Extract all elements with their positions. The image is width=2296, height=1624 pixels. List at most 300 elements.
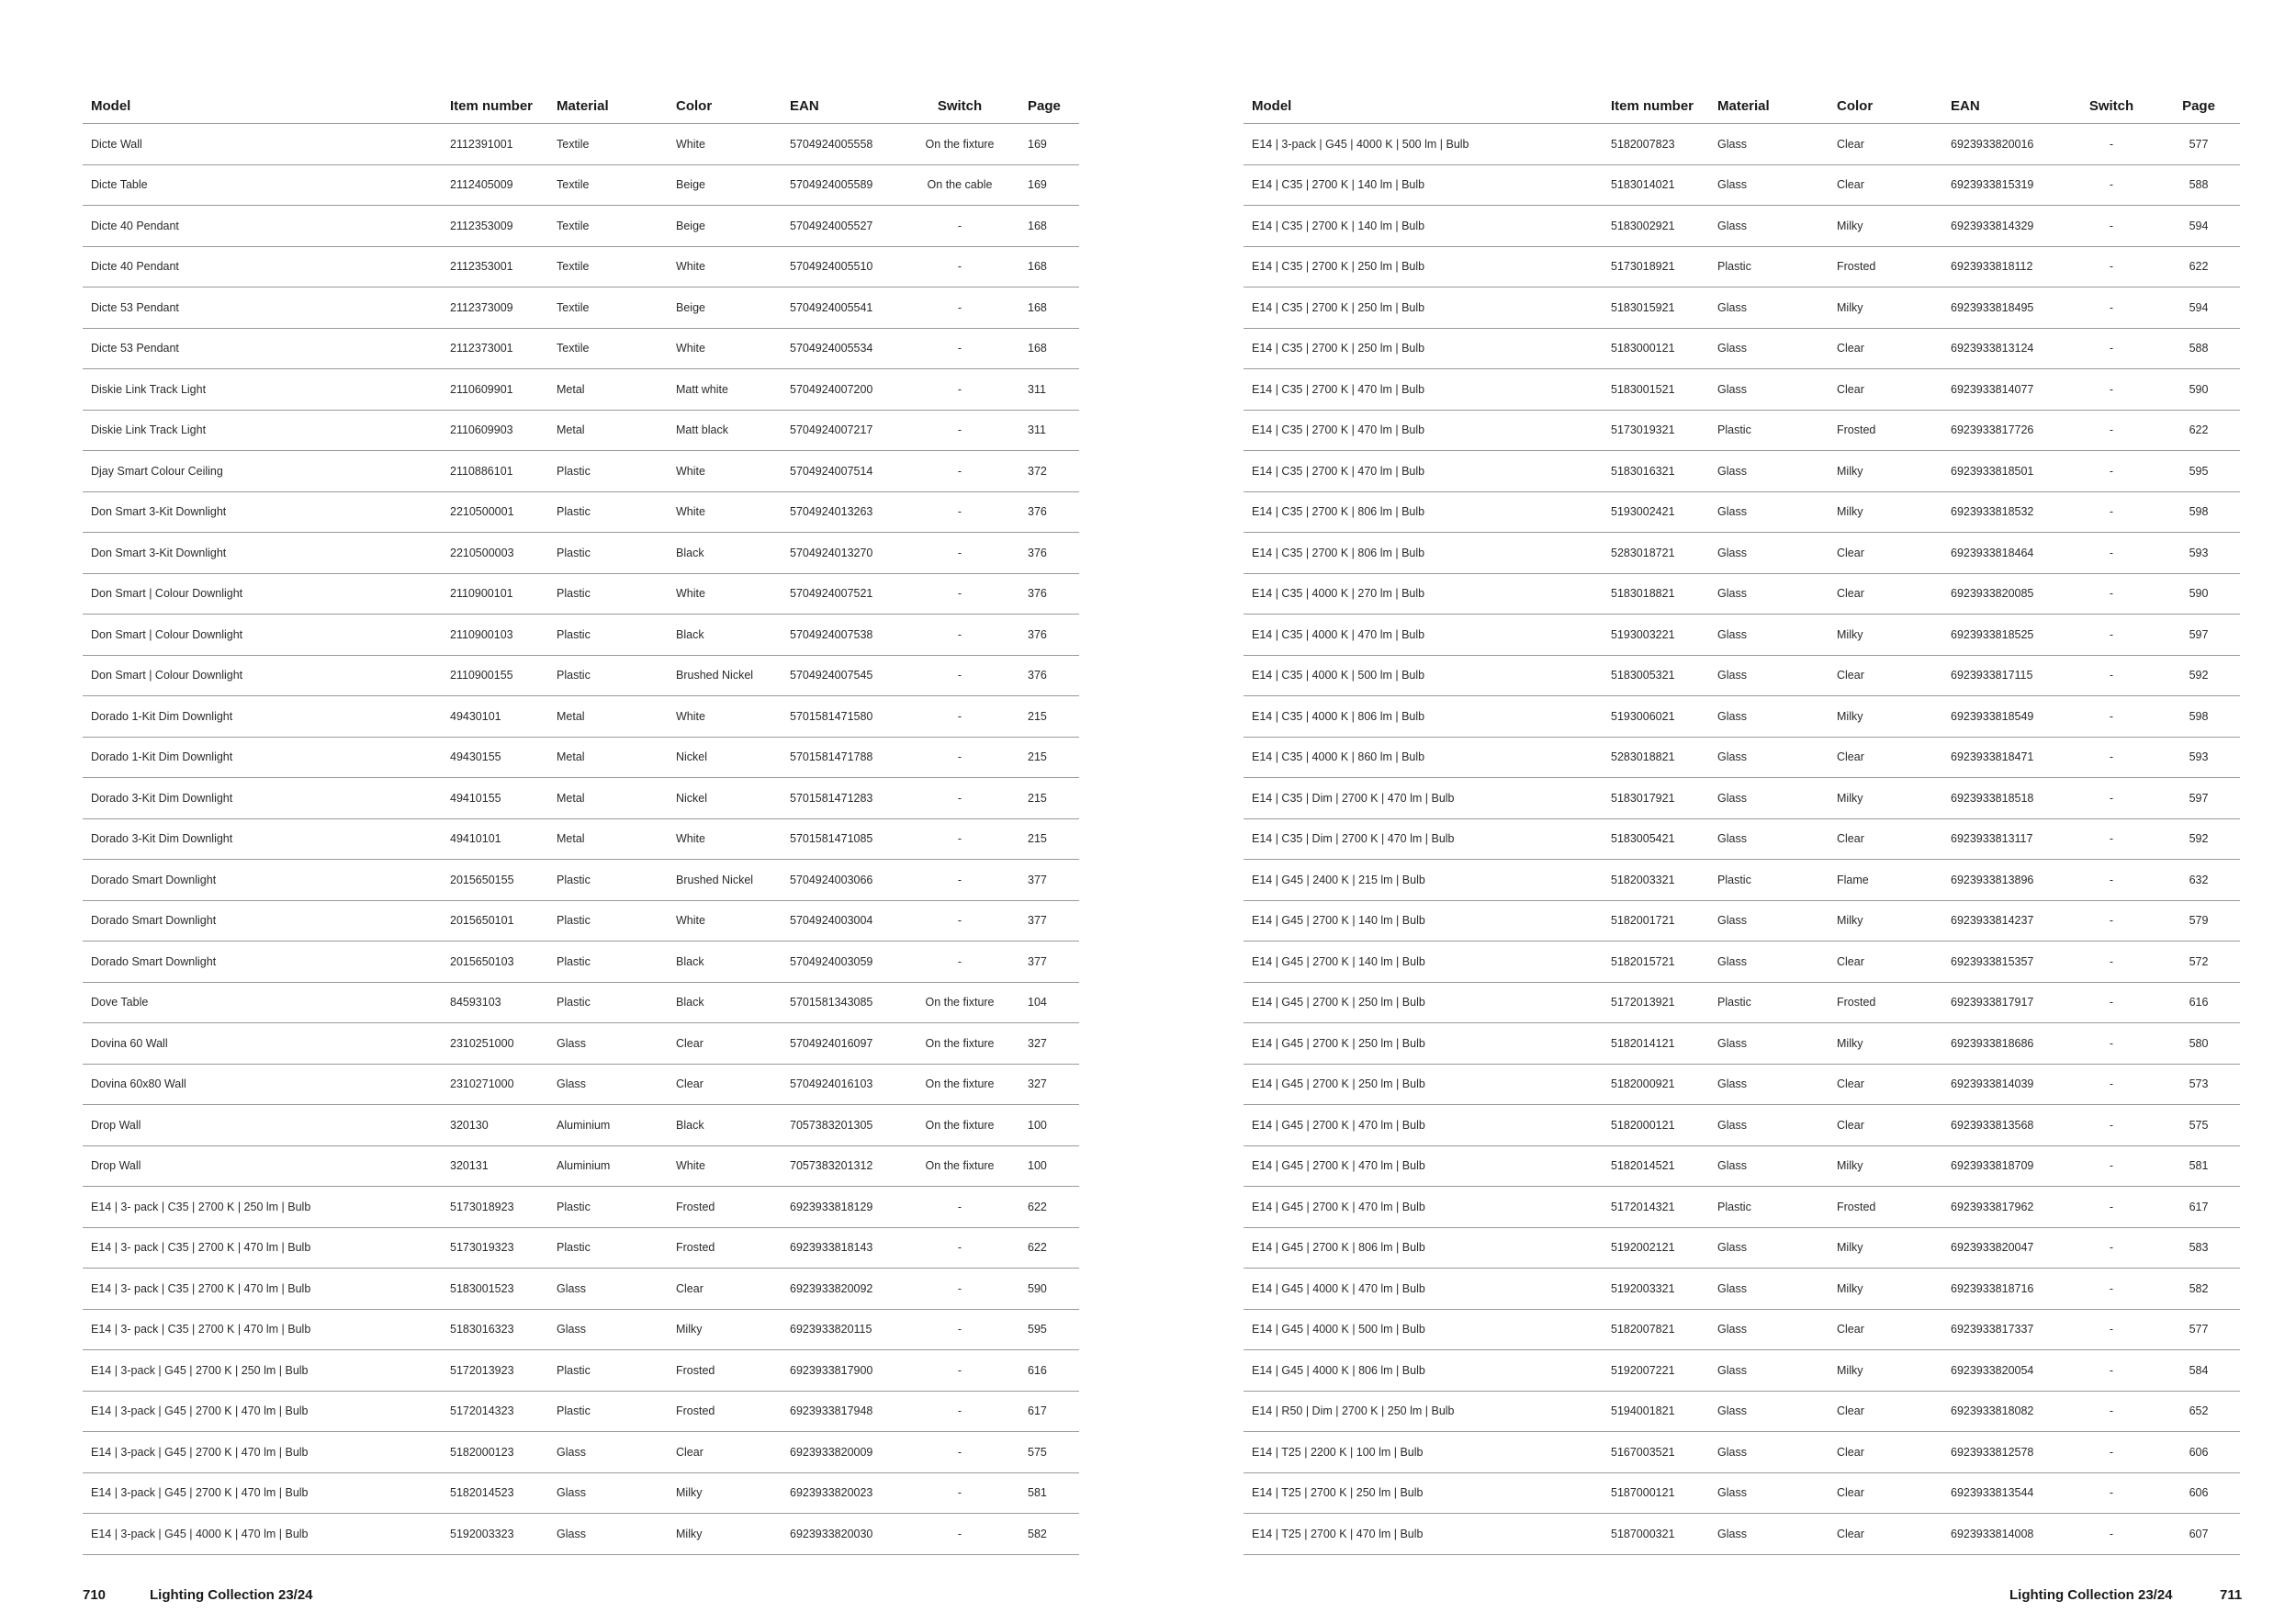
cell-switch: On the fixture — [905, 124, 1015, 165]
cell-page: 327 — [1015, 1023, 1079, 1065]
cell-ean: 6923933818518 — [1942, 778, 2065, 819]
cell-color: Clear — [1829, 533, 1942, 574]
cell-page: 617 — [1015, 1391, 1079, 1432]
cell-ean: 5704924016103 — [782, 1064, 905, 1105]
cell-switch: - — [2065, 1023, 2157, 1065]
cell-ean: 6923933820047 — [1942, 1227, 2065, 1269]
table-row — [1244, 655, 2240, 696]
cell-material: Textile — [548, 246, 668, 288]
cell-ean: 5704924005510 — [782, 246, 905, 288]
cell-model: E14 | 3-pack | G45 | 2700 K | 250 lm | Bulb — [83, 1350, 442, 1392]
cell-material: Plastic — [548, 942, 668, 983]
cell-color: Clear — [668, 1064, 782, 1105]
cell-material: Glass — [1709, 288, 1829, 329]
cell-page: 583 — [2157, 1227, 2240, 1269]
cell-item-number: 5283018821 — [1603, 737, 1709, 778]
cell-switch: - — [2065, 124, 2157, 165]
cell-page: 581 — [2157, 1145, 2240, 1187]
cell-page: 376 — [1015, 573, 1079, 615]
cell-ean: 6923933818129 — [782, 1187, 905, 1228]
table-row — [1244, 1023, 2240, 1065]
cell-switch: - — [905, 1187, 1015, 1228]
cell-item-number: 49430101 — [442, 696, 548, 738]
cell-color: Frosted — [1829, 410, 1942, 451]
cell-page: 617 — [2157, 1187, 2240, 1228]
cell-switch: - — [905, 491, 1015, 533]
cell-item-number: 5183002921 — [1603, 206, 1709, 247]
cell-material: Plastic — [548, 900, 668, 942]
cell-switch: - — [2065, 573, 2157, 615]
table-row — [83, 164, 1079, 206]
table-row — [1244, 778, 2240, 819]
cell-ean: 6923933818716 — [1942, 1269, 2065, 1310]
cell-material: Plastic — [548, 491, 668, 533]
cell-switch: On the fixture — [905, 1145, 1015, 1187]
table-row — [83, 1187, 1079, 1228]
cell-material: Glass — [1709, 1472, 1829, 1514]
cell-material: Glass — [1709, 1105, 1829, 1146]
cell-switch: - — [905, 860, 1015, 901]
cell-page: 607 — [2157, 1514, 2240, 1555]
cell-material: Glass — [1709, 818, 1829, 860]
cell-switch: - — [2065, 451, 2157, 492]
cell-switch: - — [2065, 778, 2157, 819]
cell-switch: - — [2065, 1309, 2157, 1350]
cell-model: Drop Wall — [83, 1105, 442, 1146]
cell-switch: - — [905, 737, 1015, 778]
cell-material: Glass — [548, 1514, 668, 1555]
table-row — [83, 410, 1079, 451]
cell-switch: - — [2065, 288, 2157, 329]
cell-model: Dorado Smart Downlight — [83, 942, 442, 983]
cell-page: 168 — [1015, 246, 1079, 288]
cell-material: Plastic — [1709, 246, 1829, 288]
cell-material: Glass — [1709, 737, 1829, 778]
cell-material: Glass — [548, 1472, 668, 1514]
column-header-color: Color — [1829, 88, 1942, 124]
cell-material: Glass — [1709, 1350, 1829, 1392]
cell-model: E14 | C35 | 2700 K | 140 lm | Bulb — [1244, 164, 1603, 206]
cell-item-number: 5172013921 — [1603, 982, 1709, 1023]
cell-ean: 5701581471788 — [782, 737, 905, 778]
cell-switch: - — [2065, 246, 2157, 288]
cell-model: E14 | G45 | 2700 K | 140 lm | Bulb — [1244, 942, 1603, 983]
table-row — [1244, 1064, 2240, 1105]
table-row — [1244, 818, 2240, 860]
cell-color: White — [668, 573, 782, 615]
cell-item-number: 5167003521 — [1603, 1432, 1709, 1473]
cell-model: E14 | C35 | 2700 K | 470 lm | Bulb — [1244, 410, 1603, 451]
cell-page: 572 — [2157, 942, 2240, 983]
column-header-page: Page — [1015, 88, 1079, 124]
cell-color: Frosted — [1829, 982, 1942, 1023]
cell-switch: - — [2065, 942, 2157, 983]
cell-color: White — [668, 328, 782, 369]
column-header-ean: EAN — [782, 88, 905, 124]
cell-material: Plastic — [548, 655, 668, 696]
cell-item-number: 2015650101 — [442, 900, 548, 942]
cell-ean: 6923933814039 — [1942, 1064, 2065, 1105]
cell-page: 577 — [2157, 1309, 2240, 1350]
cell-color: Milky — [668, 1309, 782, 1350]
cell-switch: - — [2065, 655, 2157, 696]
table-row — [1244, 491, 2240, 533]
cell-ean: 6923933820023 — [782, 1472, 905, 1514]
cell-material: Textile — [548, 164, 668, 206]
cell-color: White — [668, 696, 782, 738]
cell-material: Glass — [1709, 696, 1829, 738]
cell-page: 597 — [2157, 778, 2240, 819]
table-row — [1244, 573, 2240, 615]
cell-model: E14 | G45 | 2700 K | 470 lm | Bulb — [1244, 1145, 1603, 1187]
cell-page: 577 — [2157, 124, 2240, 165]
cell-model: E14 | C35 | 2700 K | 250 lm | Bulb — [1244, 328, 1603, 369]
cell-ean: 6923933817962 — [1942, 1187, 2065, 1228]
cell-material: Glass — [1709, 615, 1829, 656]
cell-page: 311 — [1015, 369, 1079, 411]
cell-color: Milky — [668, 1472, 782, 1514]
cell-switch: - — [2065, 900, 2157, 942]
page-number: 711 — [2220, 1587, 2243, 1603]
cell-ean: 7057383201305 — [782, 1105, 905, 1146]
cell-switch: - — [2065, 615, 2157, 656]
cell-item-number: 5193006021 — [1603, 696, 1709, 738]
table-row — [83, 1350, 1079, 1392]
cell-color: Frosted — [668, 1227, 782, 1269]
cell-ean: 6923933813568 — [1942, 1105, 2065, 1146]
cell-item-number: 2112391001 — [442, 124, 548, 165]
cell-switch: - — [2065, 328, 2157, 369]
table-row — [1244, 1472, 2240, 1514]
cell-color: Clear — [668, 1023, 782, 1065]
table-row — [83, 818, 1079, 860]
cell-material: Plastic — [548, 860, 668, 901]
cell-ean: 6923933813124 — [1942, 328, 2065, 369]
cell-material: Glass — [1709, 1514, 1829, 1555]
cell-ean: 6923933818495 — [1942, 288, 2065, 329]
cell-ean: 6923933820009 — [782, 1432, 905, 1473]
cell-page: 582 — [1015, 1514, 1079, 1555]
cell-item-number: 5182001721 — [1603, 900, 1709, 942]
cell-page: 593 — [2157, 533, 2240, 574]
cell-model: E14 | G45 | 2700 K | 806 lm | Bulb — [1244, 1227, 1603, 1269]
cell-switch: - — [905, 900, 1015, 942]
cell-item-number: 5183005321 — [1603, 655, 1709, 696]
cell-color: Milky — [1829, 288, 1942, 329]
cell-material: Glass — [1709, 369, 1829, 411]
cell-color: Beige — [668, 288, 782, 329]
cell-material: Glass — [1709, 900, 1829, 942]
cell-item-number: 5187000321 — [1603, 1514, 1709, 1555]
cell-material: Textile — [548, 288, 668, 329]
cell-page: 215 — [1015, 818, 1079, 860]
cell-page: 575 — [1015, 1432, 1079, 1473]
cell-switch: - — [905, 206, 1015, 247]
column-header-material: Material — [1709, 88, 1829, 124]
table-row — [1244, 1105, 2240, 1146]
page-number: 710 — [83, 1587, 107, 1603]
cell-item-number: 5187000121 — [1603, 1472, 1709, 1514]
cell-page: 377 — [1015, 942, 1079, 983]
cell-material: Plastic — [1709, 1187, 1829, 1228]
cell-switch: - — [905, 655, 1015, 696]
cell-page: 575 — [2157, 1105, 2240, 1146]
table-header-row — [1244, 88, 2240, 124]
cell-switch: - — [2065, 1269, 2157, 1310]
cell-model: E14 | R50 | Dim | 2700 K | 250 lm | Bulb — [1244, 1391, 1603, 1432]
cell-model: Dorado Smart Downlight — [83, 860, 442, 901]
table-row — [83, 737, 1079, 778]
table-row — [1244, 369, 2240, 411]
cell-color: Clear — [1829, 1309, 1942, 1350]
cell-switch: - — [905, 410, 1015, 451]
cell-model: E14 | C35 | 2700 K | 470 lm | Bulb — [1244, 451, 1603, 492]
cell-item-number: 5182014121 — [1603, 1023, 1709, 1065]
cell-page: 215 — [1015, 696, 1079, 738]
cell-ean: 6923933818525 — [1942, 615, 2065, 656]
cell-model: E14 | G45 | 2400 K | 215 lm | Bulb — [1244, 860, 1603, 901]
cell-color: Frosted — [1829, 246, 1942, 288]
cell-page: 632 — [2157, 860, 2240, 901]
cell-color: Beige — [668, 164, 782, 206]
cell-item-number: 5183016321 — [1603, 451, 1709, 492]
cell-model: E14 | 3-pack | G45 | 2700 K | 470 lm | Bulb — [83, 1432, 442, 1473]
table-row — [1244, 615, 2240, 656]
cell-ean: 5704924005589 — [782, 164, 905, 206]
cell-model: E14 | 3-pack | G45 | 4000 K | 500 lm | Bulb — [1244, 124, 1603, 165]
table-row — [83, 1391, 1079, 1432]
cell-color: Matt black — [668, 410, 782, 451]
cell-page: 622 — [2157, 246, 2240, 288]
cell-ean: 6923933817948 — [782, 1391, 905, 1432]
table-row — [1244, 328, 2240, 369]
cell-color: Milky — [1829, 615, 1942, 656]
cell-ean: 6923933820030 — [782, 1514, 905, 1555]
cell-item-number: 2210500001 — [442, 491, 548, 533]
product-table-right — [1244, 88, 2240, 1555]
cell-page: 377 — [1015, 860, 1079, 901]
cell-page: 168 — [1015, 328, 1079, 369]
cell-page: 215 — [1015, 737, 1079, 778]
table-row — [83, 328, 1079, 369]
cell-model: Diskie Link Track Light — [83, 369, 442, 411]
table-row — [83, 491, 1079, 533]
cell-switch: - — [2065, 1514, 2157, 1555]
cell-page: 594 — [2157, 288, 2240, 329]
cell-ean: 5704924013263 — [782, 491, 905, 533]
table-row — [1244, 1145, 2240, 1187]
cell-color: Clear — [1829, 369, 1942, 411]
cell-material: Metal — [548, 737, 668, 778]
table-row — [1244, 288, 2240, 329]
cell-model: E14 | G45 | 2700 K | 250 lm | Bulb — [1244, 1064, 1603, 1105]
cell-item-number: 5193003221 — [1603, 615, 1709, 656]
cell-ean: 5704924007545 — [782, 655, 905, 696]
cell-item-number: 2110900101 — [442, 573, 548, 615]
cell-page: 311 — [1015, 410, 1079, 451]
cell-switch: - — [905, 1350, 1015, 1392]
cell-page: 376 — [1015, 615, 1079, 656]
cell-switch: - — [905, 369, 1015, 411]
cell-color: White — [668, 818, 782, 860]
cell-color: White — [668, 1145, 782, 1187]
cell-ean: 5704924007514 — [782, 451, 905, 492]
cell-color: Milky — [1829, 1227, 1942, 1269]
cell-page: 622 — [1015, 1187, 1079, 1228]
table-row — [83, 1145, 1079, 1187]
cell-material: Glass — [548, 1023, 668, 1065]
cell-material: Plastic — [1709, 410, 1829, 451]
cell-color: White — [668, 451, 782, 492]
column-header-ean: EAN — [1942, 88, 2065, 124]
cell-switch: - — [905, 533, 1015, 574]
cell-color: Milky — [1829, 1145, 1942, 1187]
cell-ean: 6923933820054 — [1942, 1350, 2065, 1392]
right-page — [1148, 0, 2296, 1624]
cell-model: Dicte 40 Pendant — [83, 206, 442, 247]
cell-item-number: 2015650103 — [442, 942, 548, 983]
cell-model: E14 | 3-pack | G45 | 2700 K | 470 lm | Bulb — [83, 1472, 442, 1514]
cell-switch: On the fixture — [905, 1105, 1015, 1146]
cell-page: 590 — [1015, 1269, 1079, 1310]
cell-material: Metal — [548, 696, 668, 738]
cell-switch: - — [2065, 982, 2157, 1023]
cell-ean: 6923933814237 — [1942, 900, 2065, 942]
cell-page: 590 — [2157, 369, 2240, 411]
cell-color: White — [668, 900, 782, 942]
cell-item-number: 2310271000 — [442, 1064, 548, 1105]
cell-color: Clear — [1829, 1514, 1942, 1555]
cell-model: E14 | C35 | 2700 K | 250 lm | Bulb — [1244, 288, 1603, 329]
cell-item-number: 84593103 — [442, 982, 548, 1023]
cell-item-number: 5192002121 — [1603, 1227, 1709, 1269]
cell-material: Glass — [1709, 655, 1829, 696]
table-row — [83, 1472, 1079, 1514]
cell-material: Plastic — [548, 573, 668, 615]
cell-item-number: 5172013923 — [442, 1350, 548, 1392]
cell-item-number: 5192003323 — [442, 1514, 548, 1555]
cell-material: Glass — [1709, 206, 1829, 247]
table-row — [83, 615, 1079, 656]
cell-model: Dovina 60x80 Wall — [83, 1064, 442, 1105]
cell-color: Milky — [1829, 900, 1942, 942]
cell-item-number: 320131 — [442, 1145, 548, 1187]
cell-item-number: 2110609901 — [442, 369, 548, 411]
cell-page: 573 — [2157, 1064, 2240, 1105]
cell-material: Plastic — [548, 1227, 668, 1269]
cell-switch: On the fixture — [905, 1064, 1015, 1105]
column-header-switch: Switch — [2065, 88, 2157, 124]
table-row — [1244, 696, 2240, 738]
table-row — [1244, 1227, 2240, 1269]
cell-page: 598 — [2157, 491, 2240, 533]
cell-model: E14 | C35 | 4000 K | 270 lm | Bulb — [1244, 573, 1603, 615]
table-row — [83, 942, 1079, 983]
cell-ean: 5704924003004 — [782, 900, 905, 942]
cell-material: Plastic — [548, 982, 668, 1023]
table-header-row — [83, 88, 1079, 124]
cell-ean: 6923933813117 — [1942, 818, 2065, 860]
cell-material: Glass — [1709, 1023, 1829, 1065]
cell-material: Metal — [548, 410, 668, 451]
cell-material: Textile — [548, 124, 668, 165]
product-table-left — [83, 88, 1079, 1555]
cell-switch: - — [905, 1269, 1015, 1310]
cell-switch: On the fixture — [905, 982, 1015, 1023]
cell-model: Dorado Smart Downlight — [83, 900, 442, 942]
cell-page: 593 — [2157, 737, 2240, 778]
cell-material: Glass — [548, 1309, 668, 1350]
cell-model: E14 | C35 | Dim | 2700 K | 470 lm | Bulb — [1244, 818, 1603, 860]
cell-item-number: 5173019321 — [1603, 410, 1709, 451]
cell-switch: - — [2065, 1105, 2157, 1146]
column-header-model: Model — [83, 88, 442, 124]
cell-item-number: 5182014521 — [1603, 1145, 1709, 1187]
cell-ean: 6923933818549 — [1942, 696, 2065, 738]
table-row — [1244, 1309, 2240, 1350]
cell-switch: On the fixture — [905, 1023, 1015, 1065]
cell-material: Glass — [1709, 491, 1829, 533]
cell-page: 592 — [2157, 655, 2240, 696]
cell-page: 592 — [2157, 818, 2240, 860]
table-row — [83, 1064, 1079, 1105]
cell-ean: 6923933818709 — [1942, 1145, 2065, 1187]
cell-switch: - — [2065, 860, 2157, 901]
table-row — [1244, 1514, 2240, 1555]
cell-switch: - — [2065, 1227, 2157, 1269]
cell-model: Dorado 3-Kit Dim Downlight — [83, 778, 442, 819]
cell-model: E14 | C35 | 4000 K | 806 lm | Bulb — [1244, 696, 1603, 738]
cell-switch: - — [2065, 1391, 2157, 1432]
cell-material: Metal — [548, 818, 668, 860]
cell-ean: 5701581343085 — [782, 982, 905, 1023]
cell-item-number: 5183001521 — [1603, 369, 1709, 411]
table-row — [83, 1227, 1079, 1269]
cell-color: Frosted — [668, 1391, 782, 1432]
cell-switch: - — [2065, 491, 2157, 533]
cell-page: 372 — [1015, 451, 1079, 492]
table-row — [83, 124, 1079, 165]
cell-switch: - — [905, 615, 1015, 656]
cell-model: E14 | C35 | 4000 K | 860 lm | Bulb — [1244, 737, 1603, 778]
cell-material: Glass — [1709, 1432, 1829, 1473]
cell-color: Milky — [1829, 1350, 1942, 1392]
cell-item-number: 5183017921 — [1603, 778, 1709, 819]
table-row — [83, 246, 1079, 288]
cell-material: Metal — [548, 369, 668, 411]
cell-switch: - — [905, 1309, 1015, 1350]
cell-color: Clear — [1829, 124, 1942, 165]
column-header-material: Material — [548, 88, 668, 124]
cell-ean: 6923933814329 — [1942, 206, 2065, 247]
cell-model: E14 | 3-pack | G45 | 4000 K | 470 lm | Bulb — [83, 1514, 442, 1555]
cell-switch: - — [2065, 737, 2157, 778]
table-row — [83, 778, 1079, 819]
cell-color: Milky — [1829, 778, 1942, 819]
cell-ean: 6923933820016 — [1942, 124, 2065, 165]
cell-color: Milky — [1829, 491, 1942, 533]
cell-color: Clear — [1829, 655, 1942, 696]
cell-item-number: 2110609903 — [442, 410, 548, 451]
cell-item-number: 2110900103 — [442, 615, 548, 656]
column-header-page: Page — [2157, 88, 2240, 124]
cell-material: Glass — [548, 1269, 668, 1310]
cell-switch: - — [2065, 410, 2157, 451]
cell-color: Clear — [1829, 818, 1942, 860]
cell-item-number: 5182003321 — [1603, 860, 1709, 901]
cell-ean: 5704924003066 — [782, 860, 905, 901]
cell-ean: 6923933817726 — [1942, 410, 2065, 451]
